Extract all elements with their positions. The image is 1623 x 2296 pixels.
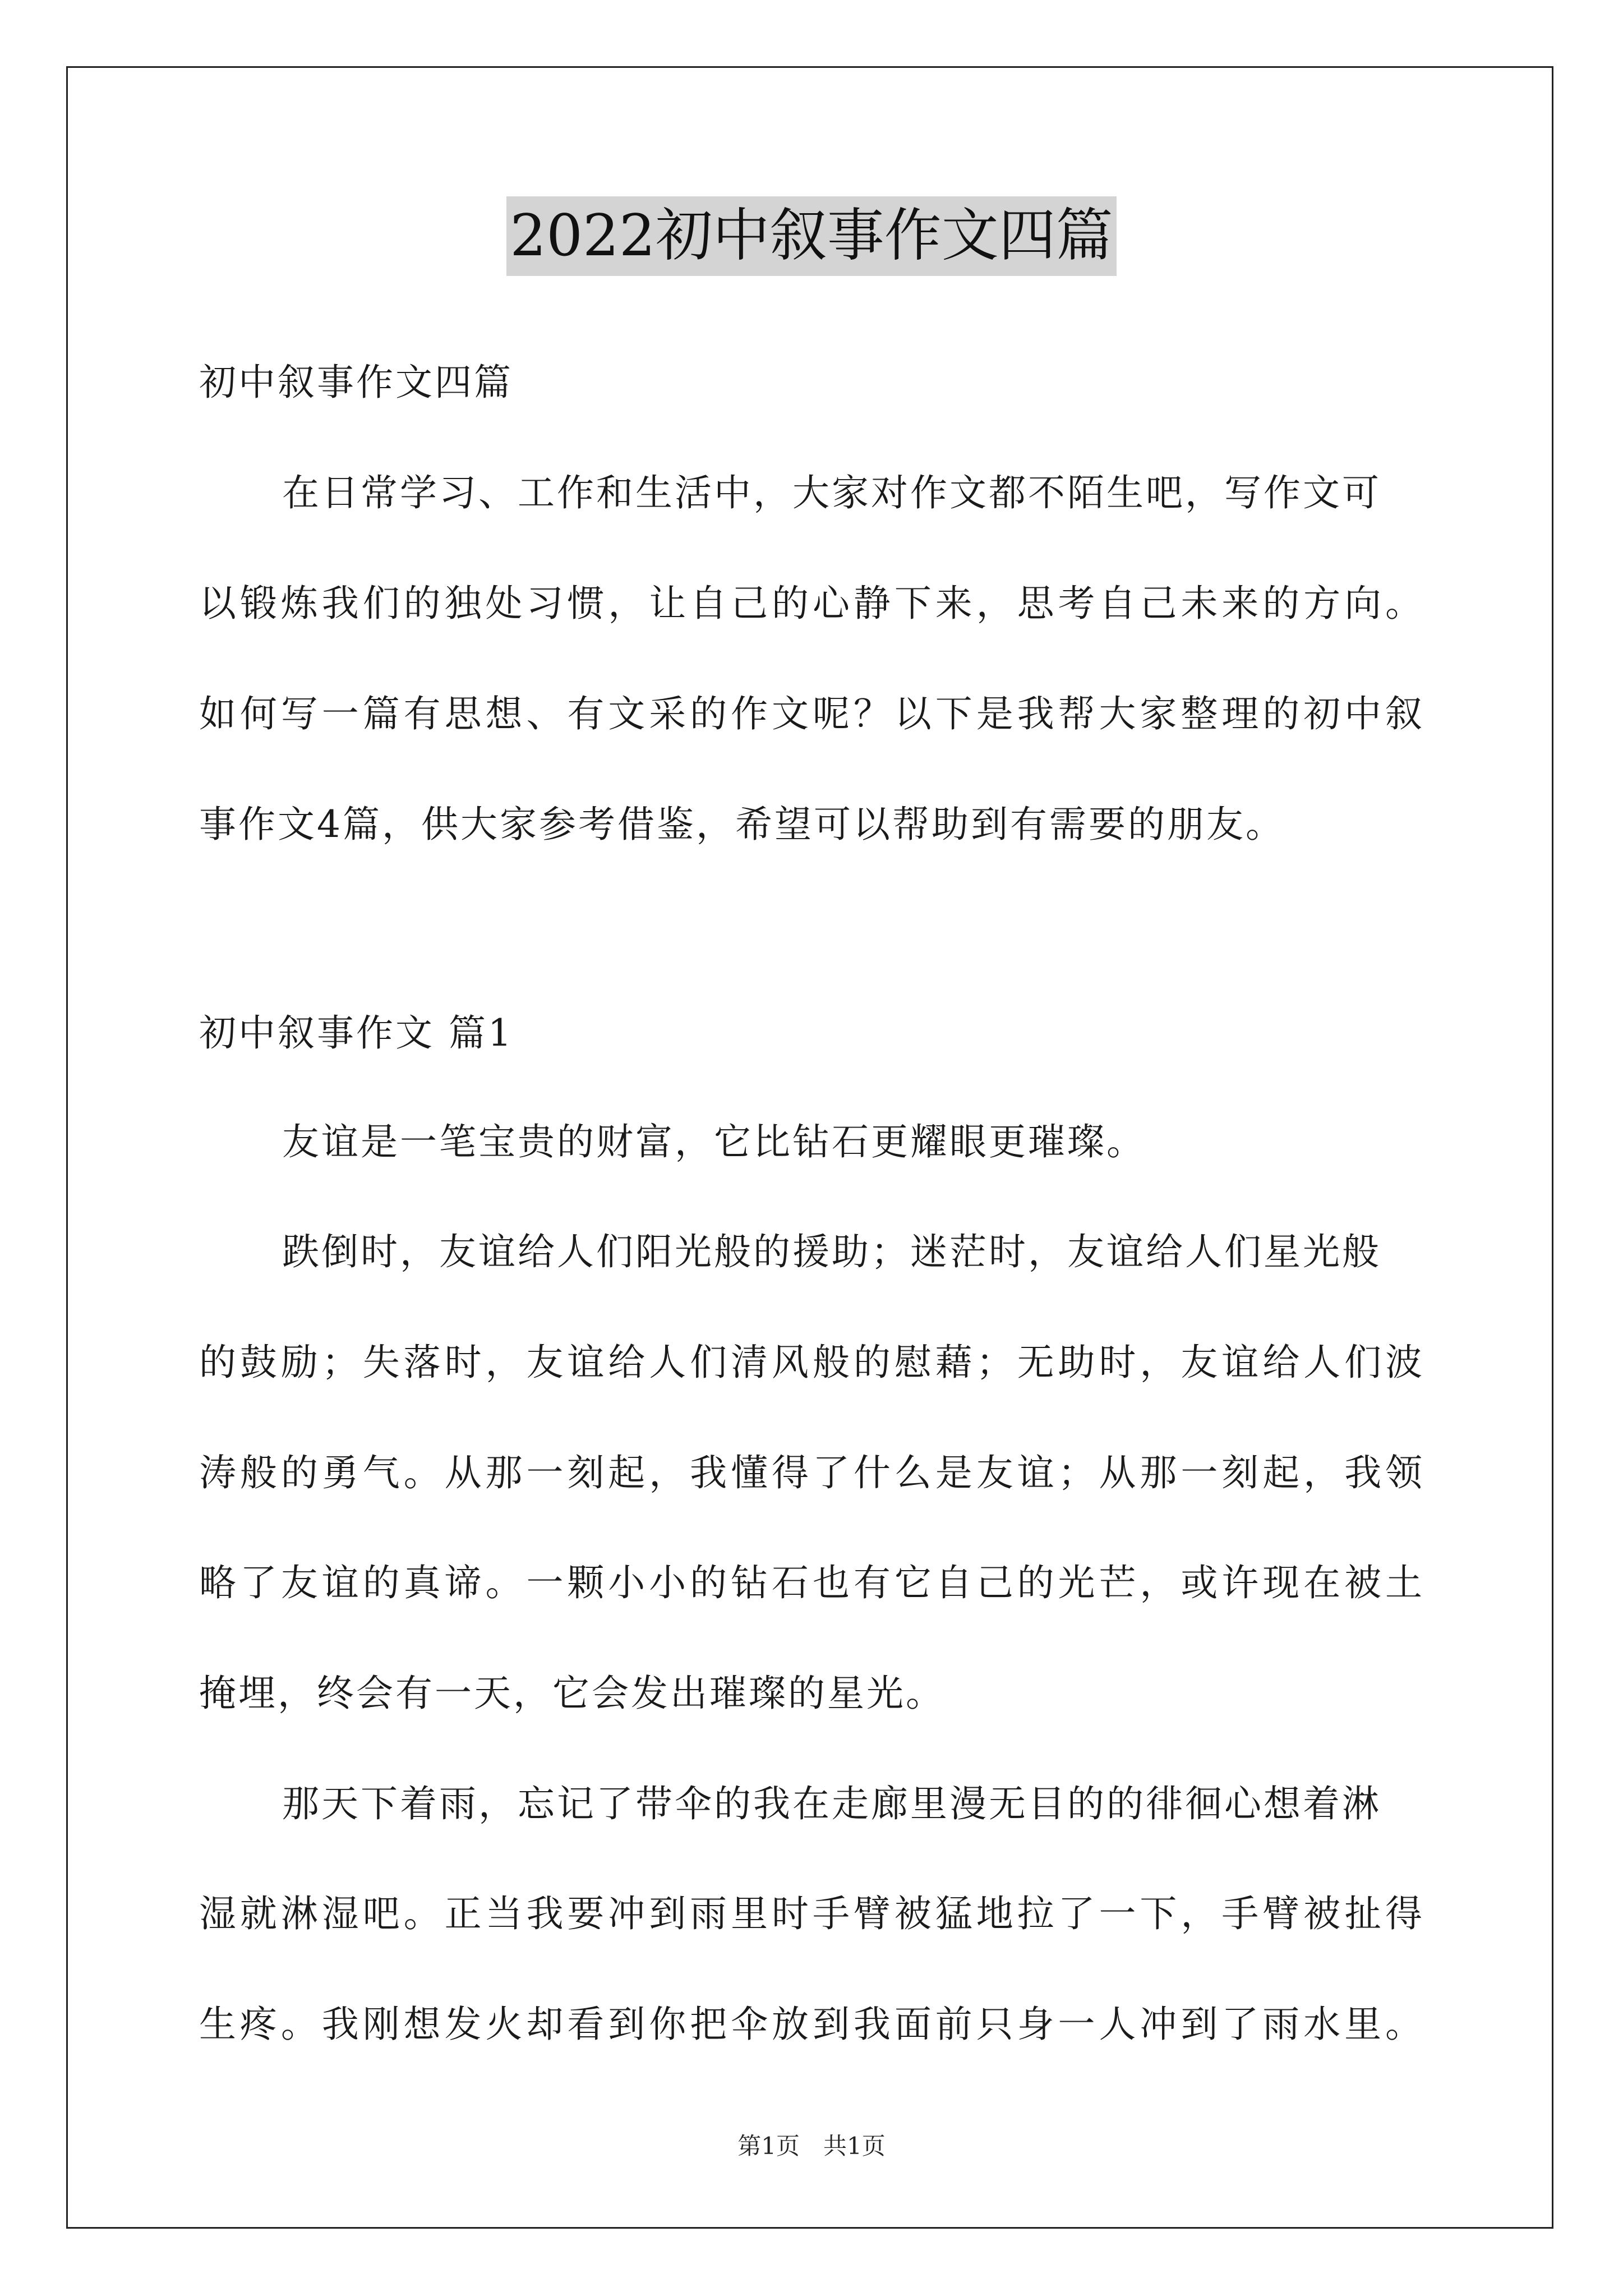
para3-line-3: 生疼。我刚想发火却看到你把伞放到我面前只身一人冲到了雨水里。 — [199, 2003, 1424, 2046]
para3-line-2: 湿就淋湿吧。正当我要冲到雨里时手臂被猛地拉了一下，手臂被扯得 — [199, 1892, 1424, 1935]
para3-line-1: 那天下着雨，忘记了带伞的我在走廊里漫无目的的徘徊心想着淋 — [282, 1782, 1381, 1825]
para2-line-4: 略了友谊的真谛。一颗小小的钻石也有它自己的光芒，或许现在被土 — [199, 1561, 1424, 1604]
intro-line-1: 在日常学习、工作和生活中，大家对作文都不陌生吧，写作文可 — [282, 471, 1381, 514]
para2-line-3: 涛般的勇气。从那一刻起，我懂得了什么是友谊；从那一刻起，我领 — [199, 1451, 1424, 1494]
intro-line-4: 事作文4篇，供大家参考借鉴，希望可以帮助到有需要的朋友。 — [199, 803, 1285, 846]
page-footer: 第1页 共1页 — [737, 2132, 886, 2160]
intro-line-3: 如何写一篇有思想、有文采的作文呢？以下是我帮大家整理的初中叙 — [199, 692, 1424, 735]
intro-line-2: 以锻炼我们的独处习惯，让自己的心静下来，思考自己未来的方向。 — [199, 582, 1424, 625]
document-title — [0, 196, 1623, 276]
para2-line-2: 的鼓励；失落时，友谊给人们清风般的慰藉；无助时，友谊给人们波 — [199, 1341, 1424, 1384]
paragraph-1: 友谊是一笔宝贵的财富，它比钻石更耀眼更璀璨。 — [282, 1120, 1146, 1163]
para2-line-5: 掩埋，终会有一天，它会发出璀璨的星光。 — [199, 1672, 945, 1715]
para2-line-1: 跌倒时，友谊给人们阳光般的援助；迷茫时，友谊给人们星光般 — [282, 1230, 1381, 1273]
title-text: 2022初中叙事作文四篇 — [506, 196, 1117, 276]
section-heading: 初中叙事作文 篇1 — [199, 1011, 514, 1055]
subtitle: 初中叙事作文四篇 — [199, 361, 513, 404]
